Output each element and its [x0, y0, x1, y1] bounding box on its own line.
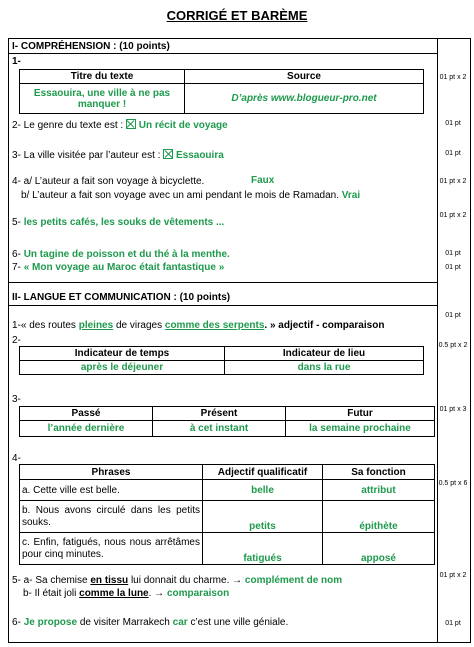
q3-text: 3- La ville visitée par l’auteur est : — [12, 150, 161, 161]
time-indicator-header: Indicateur de temps — [20, 347, 225, 361]
checkbox-icon — [163, 149, 173, 159]
score-label: 0.5 pt x 6 — [438, 480, 468, 487]
future-value: la semaine prochaine — [286, 421, 435, 437]
q5-answer: les petits cafés, les souks de vêtements ... — [23, 217, 225, 228]
q3-answer: Essaouira — [175, 150, 224, 161]
q1-prefix: 1-« des routes — [12, 320, 76, 331]
table-row-adjective: fatigués — [203, 533, 323, 565]
q2-answer: Un récit de voyage — [138, 120, 228, 131]
score-label: 01 pt — [445, 150, 461, 157]
table-row-function: attribut — [323, 480, 435, 501]
past-header: Passé — [20, 407, 153, 421]
q6-number-2: 6- — [12, 617, 21, 628]
score-label: 01 pt — [445, 250, 461, 257]
q5b-answer: comparaison — [166, 588, 230, 599]
q1-suffix: . » adjectif - comparaison — [264, 320, 385, 331]
table-row-function: épithète — [323, 501, 435, 533]
col-title-header: Titre du texte — [20, 70, 185, 84]
q5b-word: comme la lune — [79, 588, 149, 599]
q5b-prefix: b- Il était joli — [23, 588, 77, 599]
text-title-value: Essaouira, une ville à ne pas manquer ! — [20, 84, 185, 114]
time-indicator-value: après le déjeuner — [20, 361, 225, 375]
table-row-adjective: petits — [203, 501, 323, 533]
q6-answer: Un tagine de poisson et du thé à la menthe. — [23, 249, 230, 260]
q5a-word: en tissu — [90, 575, 129, 586]
section-1-heading: I- COMPRÉHENSION : (10 points) — [12, 41, 170, 52]
checkbox-icon — [126, 119, 136, 129]
q6-suffix: c’est une ville géniale. — [190, 617, 289, 628]
q2-number: 2- — [12, 335, 21, 346]
adjective-table — [19, 464, 435, 565]
table-row-adjective: belle — [203, 480, 323, 501]
score-label: 01 pt x 2 — [439, 74, 467, 81]
q6-number: 6- — [12, 249, 21, 260]
q7-answer: « Mon voyage au Maroc était fantastique » — [23, 262, 225, 273]
adjective-header: Adjectif qualificatif — [203, 465, 323, 480]
table-row-phrase: c. Enfin, fatigués, nous nous arrêtâmes pour cinq minutes. — [20, 533, 203, 565]
q5a-prefix: 5- a- Sa chemise — [12, 575, 88, 586]
q2-text: 2- Le genre du texte est : — [12, 120, 124, 131]
section-2-heading: II- LANGUE ET COMMUNICATION : (10 points) — [12, 292, 231, 303]
score-label: 01 pt x 2 — [439, 178, 467, 185]
score-column — [436, 38, 471, 643]
text-source-value: D’après www.blogueur-pro.net — [185, 84, 424, 114]
answer-frame — [8, 38, 438, 643]
table-row-function: apposé — [323, 533, 435, 565]
q4-number: 4- — [12, 453, 21, 464]
table-row-phrase: a. Cette ville est belle. — [20, 480, 203, 501]
q6-middle: de visiter Marrakech — [79, 617, 170, 628]
page-title: CORRIGÉ ET BARÈME — [166, 8, 308, 23]
score-label: 0.5 pt x 2 — [438, 342, 468, 349]
score-label: 01 pt x 2 — [439, 212, 467, 219]
future-header: Futur — [286, 407, 435, 421]
indicator-table — [19, 346, 424, 375]
q6-highlight-1: Je propose — [23, 617, 78, 628]
q5b-suffix: . → — [148, 588, 165, 599]
score-label: 01 pt — [445, 312, 461, 319]
score-label: 01 pt x 2 — [439, 572, 467, 579]
q7-number: 7- — [12, 262, 21, 273]
tense-table — [19, 406, 435, 437]
phrases-header: Phrases — [20, 465, 203, 480]
q4a-text: 4- a/ L’auteur a fait son voyage à bicyclette. — [12, 176, 205, 187]
score-label: 01 pt — [445, 620, 461, 627]
q5a-suffix: lui donnait du charme. → — [130, 575, 243, 586]
score-label: 01 pt — [445, 120, 461, 127]
function-header: Sa fonction — [323, 465, 435, 480]
q4a-answer: Faux — [251, 175, 275, 186]
q4b-text: b/ L’auteur a fait son voyage avec un ami pendant le mois de Ramadan. — [21, 190, 339, 201]
table-row-phrase: b. Nous avons circulé dans les petits souks. — [20, 501, 203, 533]
q4b-answer: Vrai — [341, 190, 361, 201]
q1-middle: de virages — [115, 320, 163, 331]
q3-number: 3- — [12, 394, 21, 405]
score-label: 01 pt — [445, 264, 461, 271]
score-label: 01 pt x 3 — [439, 406, 467, 413]
place-indicator-header: Indicateur de lieu — [225, 347, 424, 361]
place-indicator-value: dans la rue — [225, 361, 424, 375]
q1-word-1: pleines — [78, 320, 114, 331]
q1-word-2: comme des serpents — [164, 320, 265, 331]
q5-number: 5- — [12, 217, 21, 228]
title-source-table — [19, 69, 424, 114]
present-header: Présent — [153, 407, 286, 421]
q1-number: 1- — [12, 56, 21, 67]
col-source-header: Source — [185, 70, 424, 84]
q6-highlight-2: car — [172, 617, 188, 628]
present-value: à cet instant — [153, 421, 286, 437]
past-value: l’année dernière — [20, 421, 153, 437]
q5a-answer: complément de nom — [244, 575, 343, 586]
